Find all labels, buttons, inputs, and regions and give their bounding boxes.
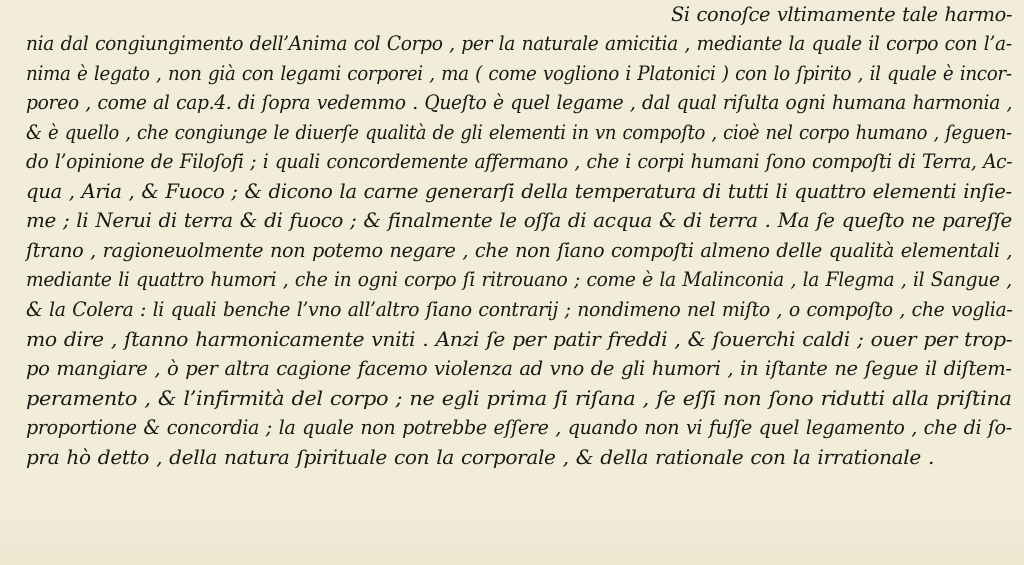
text-line: & la Colera : li quali benche l’vno all’altro ſiano contrarij ; nondimeno nel miſto , o compoſto , che voglia-: [26, 298, 1013, 321]
text-line: nia dal congiungimento dell’Anima col Corpo , per la naturale amicitia , mediante la quale il corpo con l’a-: [26, 32, 1012, 55]
text-line: ſtrano , ragioneuolmente non potemo negare , che non ſiano compoſti almeno delle qualità elementali ,: [26, 239, 1013, 262]
text-line: po mangiare , ò per altra cagione facemo violenza ad vno de gli humori , in iſtante ne ſegue il diſtem-: [26, 357, 1012, 380]
paper-shadow: [0, 505, 1024, 565]
text-line: poreo , come al cap.4. di ſopra vedemmo . Queſto è quel legame , dal qual riſulta ogni humana harmonia ,: [26, 91, 1013, 114]
text-line: nima è legato , non già con legami corporei , ma ( come vogliono i Platonici ) con lo ſpirito , il quale è incor-: [26, 62, 1012, 85]
text-line: Si conoſce vltimamente tale harmo-: [671, 3, 1013, 26]
text-line: mediante li quattro humori , che in ogni corpo ſi ritrouano ; come è la Malinconia , la Flegma , il Sangue ,: [26, 268, 1012, 291]
text-line: proportione & concordia ; la quale non potrebbe eſſere , quando non vi fuſſe quel legamento , che di ſo-: [26, 416, 1012, 439]
text-line: do l’opinione de Filoſofi ; i quali concordemente affermano , che i corpi humani ſono compoſti di Terra, Ac-: [26, 150, 1013, 173]
text-line: & è quello , che congiunge le diuerſe qualità de gli elementi in vn compoſto , cioè nel corpo humano , ſeguen-: [26, 121, 1012, 144]
text-line: peramento , & l’infirmità del corpo ; ne egli prima ſi riſana , ſe eſſi non ſono ridutti alla priſtina: [26, 387, 1012, 410]
text-line: qua , Aria , & Fuoco ; & dicono la carne generarſi della temperatura di tutti li quattro elementi inſie-: [26, 180, 1012, 203]
text-line: mo dire , ſtanno harmonicamente vniti . Anzi ſe per patir freddi , & ſouerchi caldi ; ouer per trop-: [26, 328, 1013, 351]
text-line: pra hò detto , della natura ſpirituale con la corporale , & della rationale con la irrationale .: [26, 446, 934, 469]
text-line: me ; li Nerui di terra & di fuoco ; & finalmente le oſſa di acqua & di terra . Ma ſe queſto ne pareſſe: [26, 209, 1012, 232]
